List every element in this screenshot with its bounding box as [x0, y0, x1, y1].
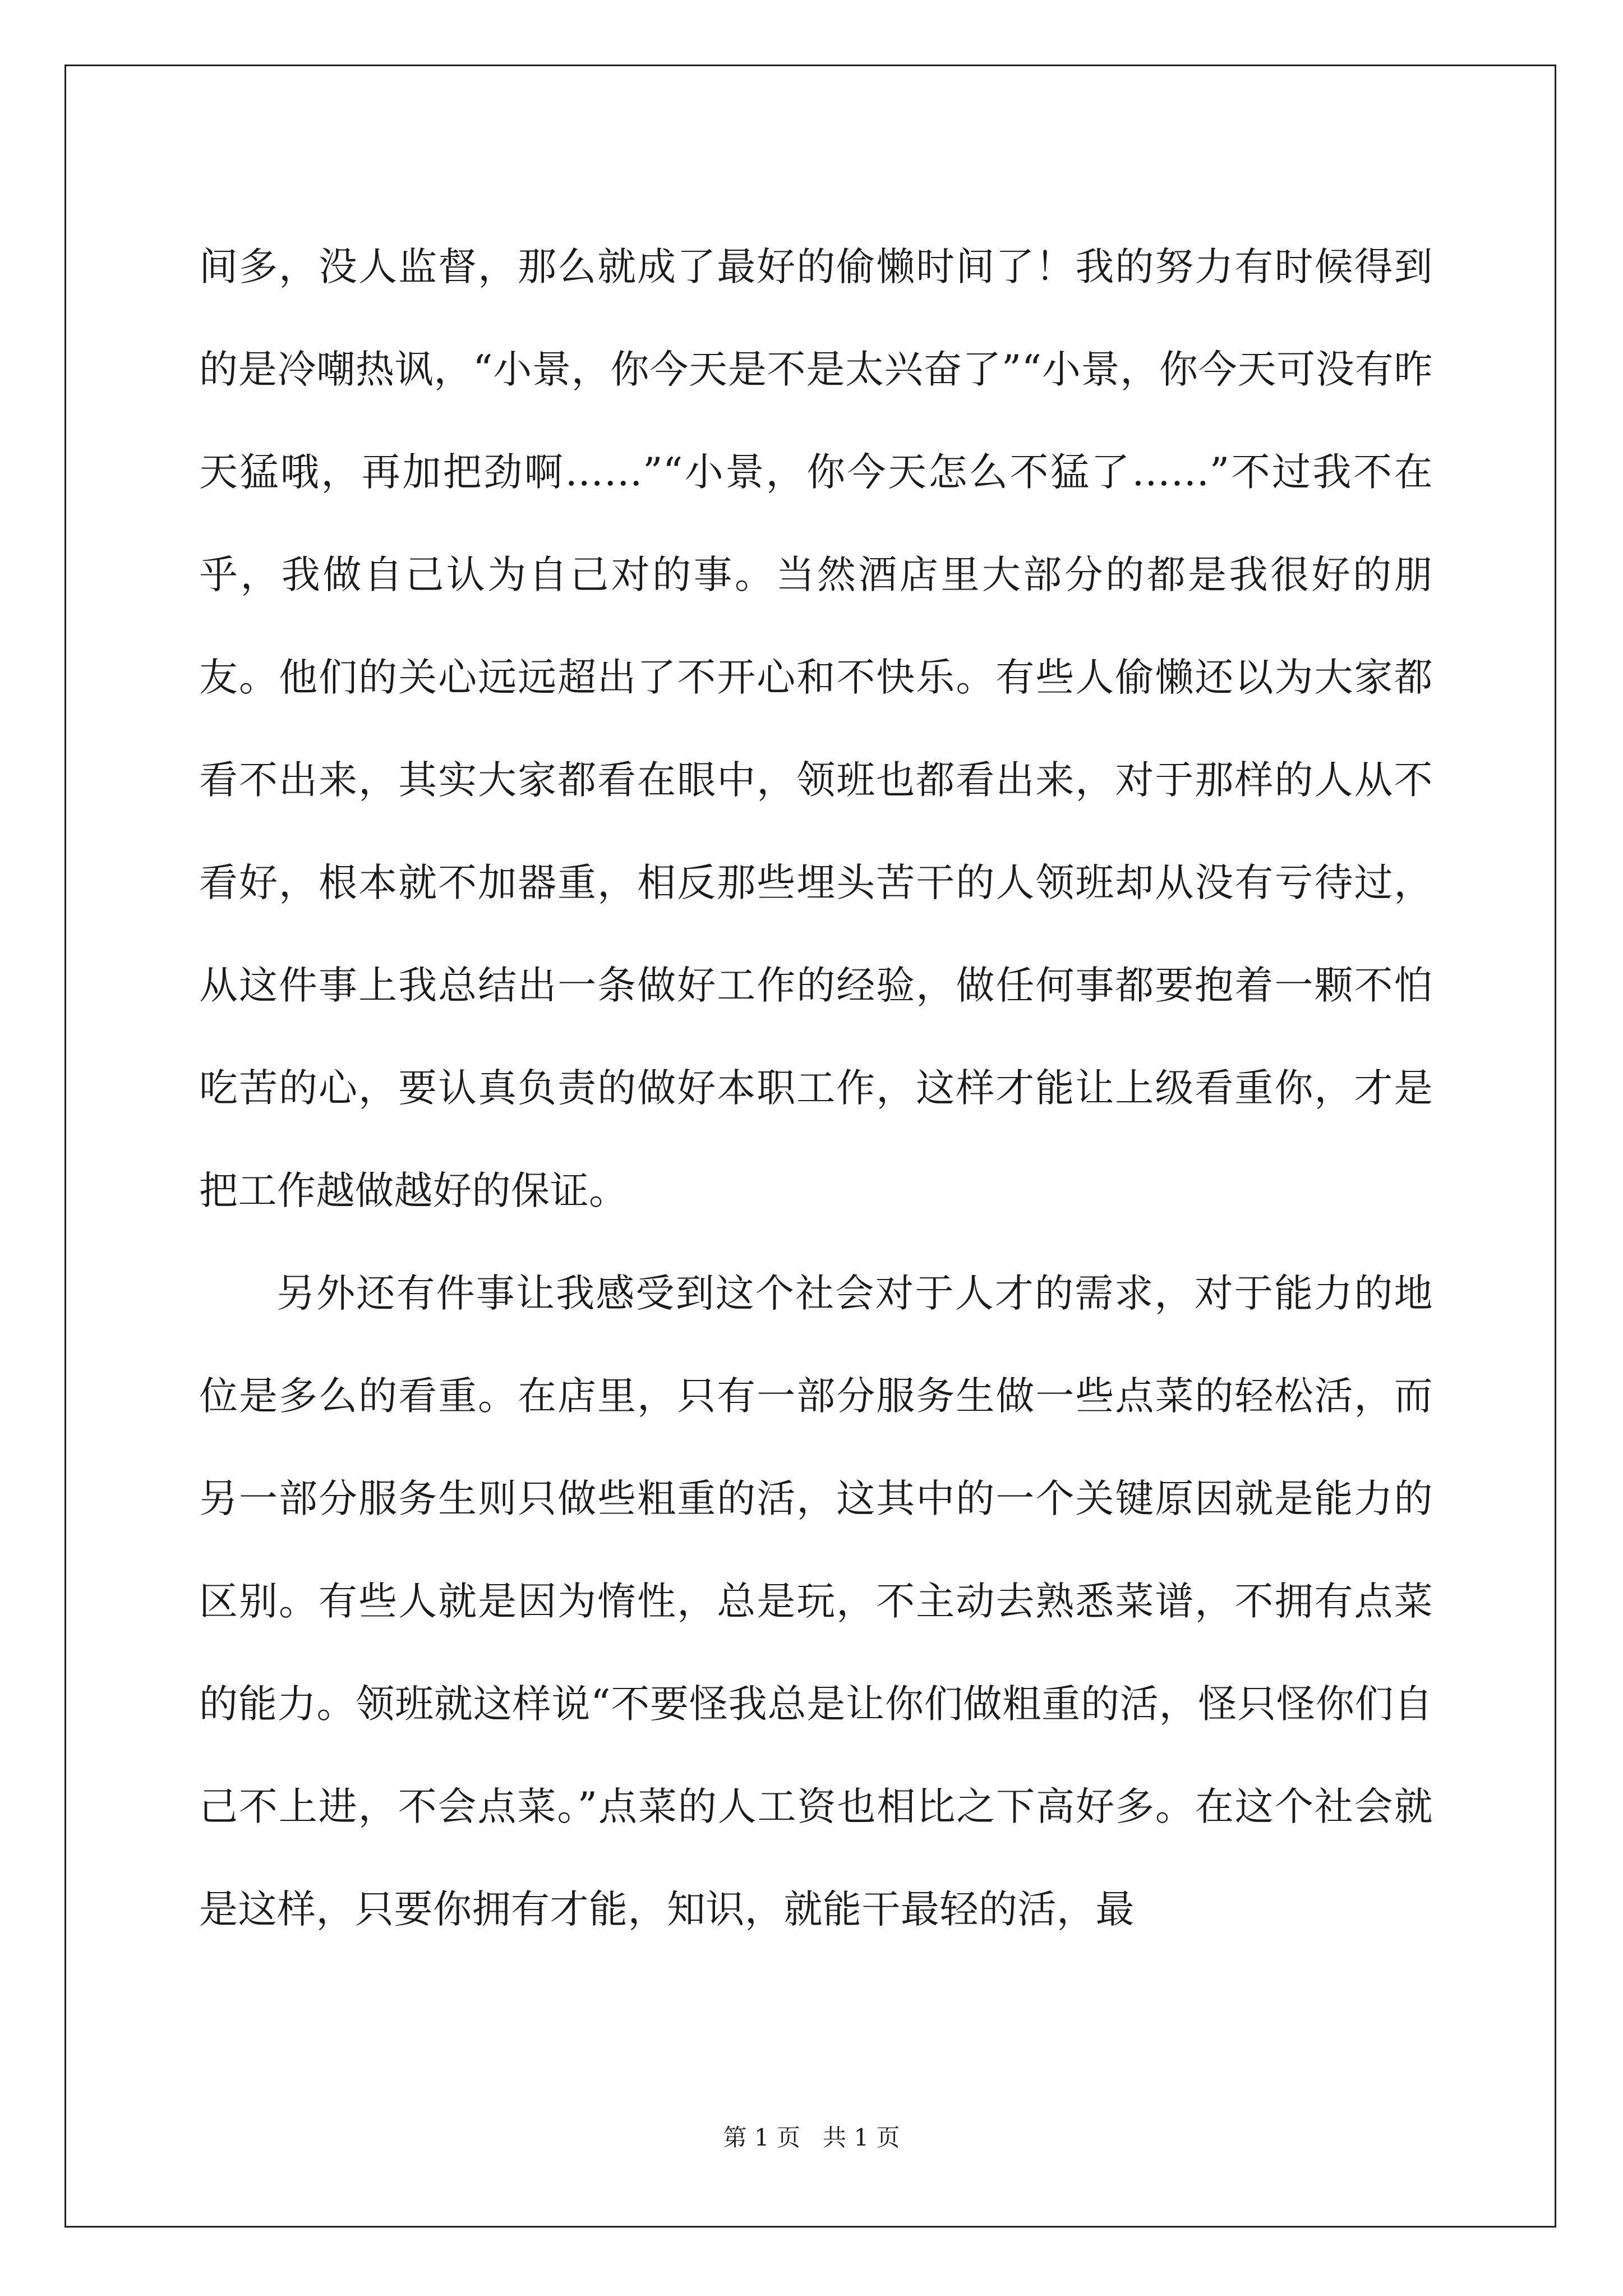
paragraph: 间多，没人监督，那么就成了最好的偷懒时间了！我的努力有时候得到的是冷嘲热讽，“小景，你今天是不是太兴奋了”“小景，你今天可没有昨天猛哦，再加把劲啊……”“小景，你今天怎么不猛了……”不过我不在乎，我做自己认为自己对的事。当然酒店里大部分的都是我很好的朋友。他们的关心远远超出了不开心和不快乐。有些人偷懒还以为大家都看不出来，其实大家都看在眼中，领班也都看出来，对于那样的人从不看好，根本就不加器重，相反那些埋头苦干的人领班却从没有亏待过，从这件事上我总结出一条做好工作的经验，做任何事都要抱着一颗不怕吃苦的心，要认真负责的做好本职工作，这样才能让上级看重你，才是把工作越做越好的保证。 [199, 245, 1433, 1213]
paragraph: 另外还有件事让我感受到这个社会对于人才的需求，对于能力的地位是多么的看重。在店里，只有一部分服务生做一些点菜的轻松活，而另一部分服务生则只做些粗重的活，这其中的一个关键原因就是能力的区别。有些人就是因为惰性，总是玩，不主动去熟悉菜谱，不拥有点菜的能力。领班就这样说“不要怪我总是让你们做粗重的活，怪只怪你们自己不上进，不会点菜。”点菜的人工资也相比之下高好多。在这个社会就是这样，只要你拥有才能，知识，就能干最轻的活，最 [199, 1271, 1433, 1932]
document-body [199, 216, 1433, 1961]
page-number-footer: 第 1 页 共 1 页 [723, 2124, 900, 2151]
